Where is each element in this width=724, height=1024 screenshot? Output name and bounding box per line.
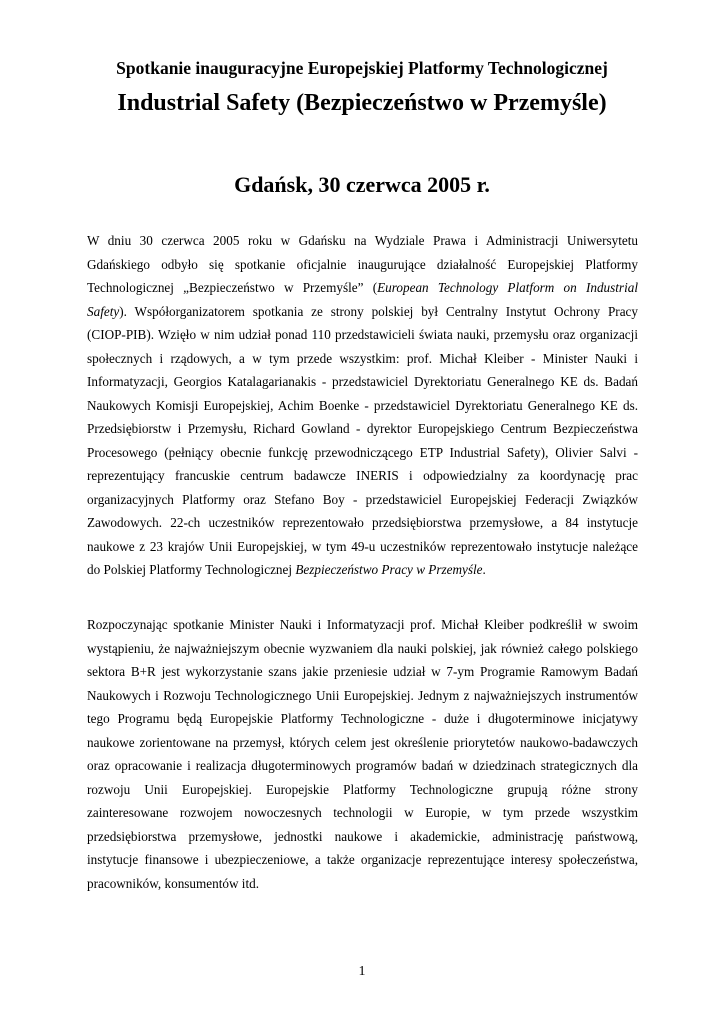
text-line: organizacyjnych Platformy oraz Stefano Boy - przedstawiciel Europejskiej Federacji Związków bbox=[87, 491, 638, 507]
paragraph-1 bbox=[87, 229, 638, 582]
text-line: Przedsiębiorstw i Przemysłu, Richard Gowland - dyrektor Europejskiego Centrum Bezpieczeństwa bbox=[87, 421, 638, 436]
text-line: Rozpoczynając spotkanie Minister Nauki i Informatyzacji prof. Michał Kleiber podkreślił w swoim bbox=[87, 617, 638, 632]
document-subtitle: Spotkanie inauguracyjne Europejskiej Platformy Technologicznej bbox=[116, 58, 608, 78]
text-fragment: Technologicznej „Bezpieczeństwo w Przemyśle” ( bbox=[87, 280, 378, 295]
text-line: instytucje finansowe i ubezpieczeniowe, a także organizacje reprezentujące interesy społeczeństwa, bbox=[87, 852, 638, 867]
page-number: 1 bbox=[358, 964, 366, 979]
text-line: (CIOP-PIB). Wzięło w nim udział ponad 110 przedstawicieli świata nauki, przemysłu oraz organizacji bbox=[87, 327, 638, 342]
text-fragment: do Polskiej Platformy Technologicznej bbox=[87, 562, 296, 577]
text-line: Naukowych Komisji Europejskiej, Achim Boenke - przedstawiciel Dyrektoriatu Generalnego KE ds. bbox=[87, 397, 638, 413]
italic-text-fragment: European Technology Platform on Industrial bbox=[377, 280, 638, 295]
text-line: sektora B+R jest wykorzystanie szans jakie przeniesie udział w 7-ym Programie Ramowym Badań bbox=[87, 664, 638, 679]
text-line bbox=[87, 300, 638, 324]
text-line bbox=[87, 276, 638, 300]
text-line: przedsiębiorstwa przemysłowe, jednostki naukowe i akademickie, administrację państwową, bbox=[87, 828, 638, 844]
italic-text-fragment: Safety bbox=[87, 303, 120, 319]
text-fragment: . bbox=[482, 562, 486, 577]
text-line: naukowe z 23 krajów Unii Europejskiej, w tym 49-u uczestników reprezentowało instytucje należące bbox=[87, 538, 638, 554]
paragraph-2 bbox=[87, 613, 638, 895]
text-line: oraz opracowanie i realizacja długoterminowych programów badań w dziedzinach strategicznych dla bbox=[87, 758, 638, 773]
text-line: Gdańskiego odbyło się spotkanie oficjalnie inaugurujące działalność Europejskiej Platformy bbox=[87, 256, 638, 272]
text-line: wystąpieniu, że najważniejszym obecnie wyzwaniem dla nauki polskiej, jak również całego polskiego bbox=[87, 640, 638, 656]
text-line bbox=[87, 558, 638, 582]
text-line: zainteresowane rozwojem nowoczesnych technologii w Europie, w tym przede wszystkim bbox=[87, 805, 638, 820]
text-fragment: ). Współorganizatorem spotkania ze strony polskiej był Centralny Instytut Ochrony Pracy bbox=[119, 303, 638, 319]
text-line: społecznych i rządowych, a w tym przede wszystkim: prof. Michał Kleiber - Minister Nauki i bbox=[87, 350, 638, 366]
document-title: Industrial Safety (Bezpieczeństwo w Przemyśle) bbox=[117, 90, 607, 116]
text-line: Informatyzacji, Georgios Katalagarianakis - przedstawiciel Dyrektoriatu Generalnego KE ds. Badań bbox=[87, 374, 638, 389]
text-line: Procesowego (pełniący obecnie funkcję przewodniczącego ETP Industrial Safety), Olivier Salvi - bbox=[87, 444, 638, 460]
text-line: W dniu 30 czerwca 2005 roku w Gdańsku na Wydziale Prawa i Administracji Uniwersytetu bbox=[87, 233, 638, 248]
text-line: naukowe zorientowane na przemysł, których celem jest określenie priorytetów naukowo-badawczych bbox=[87, 734, 638, 750]
place-and-date: Gdańsk, 30 czerwca 2005 r. bbox=[234, 172, 490, 197]
text-line: Zawodowych. 22-ch uczestników reprezentowało przedsiębiorstwa przemysłowe, a 84 instytucje bbox=[87, 515, 638, 530]
italic-text-fragment: Bezpieczeństwo Pracy w Przemyśle bbox=[295, 562, 483, 577]
text-line: tego Programu będą Europejskie Platformy Technologiczne - duże i długoterminowe inicjatywy bbox=[87, 711, 638, 726]
text-line: pracowników, konsumentów itd. bbox=[87, 875, 260, 891]
text-line: reprezentujący francuskie centrum badawcze INERIS i odpowiedzialny za koordynację prac bbox=[87, 468, 638, 483]
text-line: Naukowych i Rozwoju Technologicznego Unii Europejskiej. Jednym z najważniejszych instrumentów bbox=[87, 687, 638, 703]
text-line: rozwoju Unii Europejskiej. Europejskie Platformy Technologiczne grupują różne strony bbox=[87, 781, 638, 797]
